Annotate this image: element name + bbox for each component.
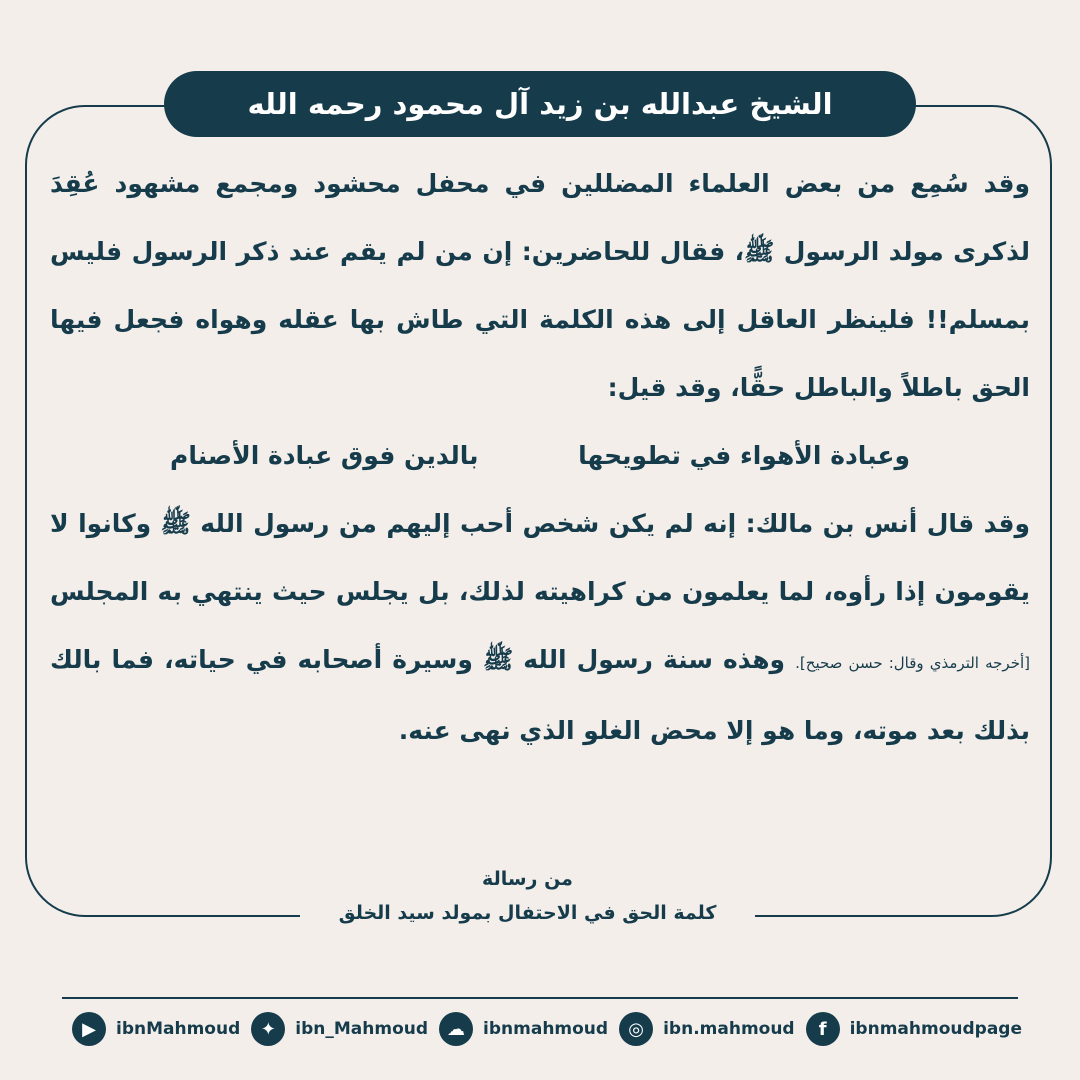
- social-instagram[interactable]: [619, 1012, 795, 1046]
- instagram-icon: ◎: [619, 1012, 653, 1046]
- instagram-handle: ibn.mahmoud: [663, 1019, 795, 1039]
- poetry-verse: [50, 422, 1030, 490]
- soundcloud-icon: ☁: [439, 1012, 473, 1046]
- source-book-title: كلمة الحق في الاحتفال بمولد سيد الخلق: [338, 902, 717, 924]
- facebook-handle: ibnmahmoudpage: [849, 1019, 1022, 1039]
- paragraph-2-start: وقد قال أنس بن مالك: إنه لم يكن شخص أحب إليهم من رسول الله ﷺ وكانوا لا يقومون إذا رأوه، لما يعلمون من كراهيته لذلك، بل يجلس حيث ينتهي به المجلس: [50, 509, 1030, 606]
- facebook-icon: f: [806, 1012, 840, 1046]
- social-facebook[interactable]: [806, 1012, 1022, 1046]
- footer-divider: [62, 997, 1018, 999]
- verse-first-hemistich: وعبادة الأهواء في تطويحها: [578, 441, 910, 470]
- paragraph-1: وقد سُمِع من بعض العلماء المضللين في محفل محشود ومجمع مشهود عُقِدَ لذكرى مولد الرسول ﷺ، فقال للحاضرين: إن من لم يقم عند ذكر الرسول فليس بمسلم!! فلينظر العاقل إلى هذه الكلمة التي طاش بها عقله وهواه فجعل فيها الحق باطلاً والباطل حقًّا، وقد قيل:: [50, 169, 1030, 402]
- quote-body: [50, 150, 1030, 765]
- youtube-icon: ▶: [72, 1012, 106, 1046]
- twitter-handle: ibn_Mahmoud: [295, 1019, 429, 1039]
- twitter-icon: ✦: [251, 1012, 285, 1046]
- social-bar: [72, 1012, 1022, 1046]
- verse-second-hemistich: بالدين فوق عبادة الأصنام: [170, 441, 479, 470]
- youtube-handle: ibnMahmoud: [116, 1019, 241, 1039]
- page-title: الشيخ عبدالله بن زيد آل محمود رحمه الله: [164, 71, 916, 137]
- social-twitter[interactable]: [251, 1012, 428, 1046]
- paragraph-2-end: وهذه سنة رسول الله ﷺ وسيرة أصحابه في حياته، فما بالك بذلك بعد موته، وما هو إلا محض الغلو الذي نهى عنه.: [50, 645, 1030, 745]
- soundcloud-handle: ibnmahmoud: [483, 1019, 609, 1039]
- source-label: من رسالة: [482, 868, 573, 890]
- source-reference: [300, 862, 755, 930]
- citation: [أخرجه الترمذي وقال: حسن صحيح].: [795, 654, 1030, 672]
- social-soundcloud[interactable]: [439, 1012, 608, 1046]
- paragraph-2: [50, 490, 1030, 765]
- social-youtube[interactable]: [72, 1012, 240, 1046]
